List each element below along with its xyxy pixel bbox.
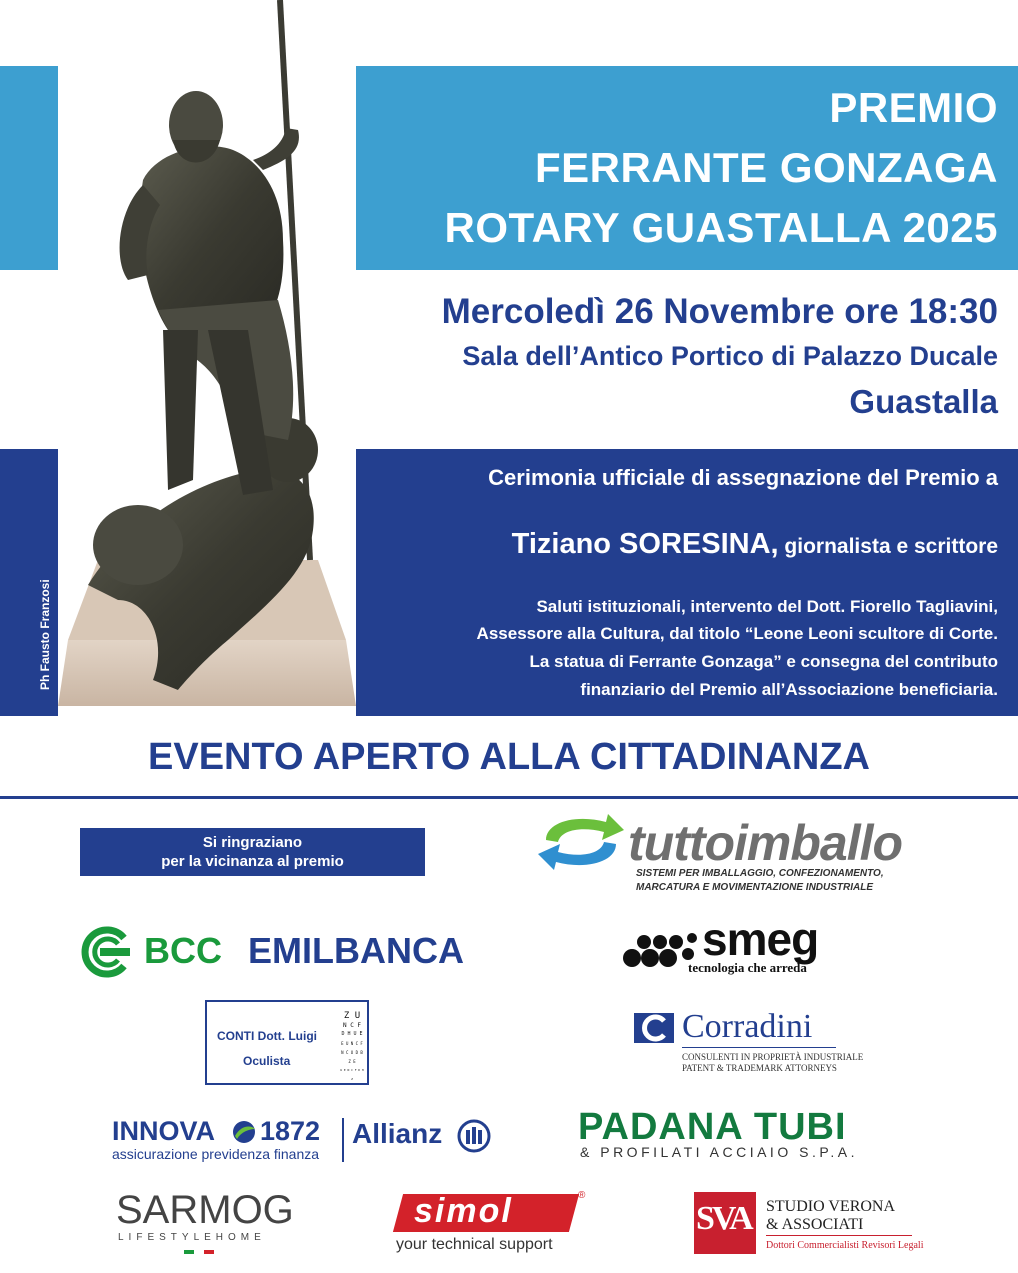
awardee-name: Tiziano SORESINA, bbox=[511, 528, 779, 560]
allianz-name: Allianz bbox=[352, 1118, 443, 1149]
sponsor-smeg bbox=[622, 913, 862, 980]
verona-rule bbox=[766, 1235, 912, 1236]
conti-role: Oculista bbox=[243, 1054, 291, 1068]
smeg-name: smeg bbox=[702, 913, 819, 965]
smeg-tagline: tecnologia che arreda bbox=[688, 960, 807, 975]
sponsor-sarmog bbox=[116, 1188, 296, 1258]
bcc-text: BCC bbox=[144, 930, 222, 971]
allianz-eagle-icon bbox=[457, 1119, 491, 1153]
sponsor-innova-allianz bbox=[112, 1116, 502, 1166]
emilbanca-text: EMILBANCA bbox=[248, 930, 464, 971]
sponsor-studio-verona bbox=[694, 1190, 924, 1256]
innova-year: 1872 bbox=[260, 1116, 321, 1146]
header-band-left bbox=[0, 66, 58, 270]
verona-line-2: & ASSOCIATI bbox=[766, 1216, 864, 1233]
event-venue: Sala dell’Antico Portico di Palazzo Ducale bbox=[462, 341, 998, 371]
innova-divider bbox=[342, 1118, 344, 1162]
corradini-tagline-2: PATENT & TRADEMARK ATTORNEYS bbox=[682, 1063, 837, 1073]
padana-tagline: & PROFILATI ACCIAIO S.P.A. bbox=[580, 1144, 858, 1160]
corradini-rule bbox=[682, 1047, 836, 1048]
ceremony-intro: Cerimonia ufficiale di assegnazione del Premio a bbox=[488, 465, 998, 490]
padana-name: PADANA TUBI bbox=[578, 1106, 847, 1148]
sponsor-simol bbox=[394, 1190, 594, 1256]
innova-tagline: assicurazione previdenza finanza bbox=[112, 1146, 320, 1162]
bcc-logo-icon bbox=[78, 926, 134, 978]
sarmog-tagline: LIFESTYLEHOME bbox=[118, 1232, 266, 1243]
verona-tagline: Dottori Commercialisti Revisori Legali bbox=[766, 1240, 924, 1251]
tuttoimballo-name: tuttoimballo bbox=[628, 815, 903, 871]
sponsor-conti bbox=[205, 1000, 369, 1085]
simol-registered: ® bbox=[578, 1190, 586, 1201]
tuttoimballo-tagline-1: SISTEMI PER IMBALLAGGIO, CONFEZIONAMENTO, bbox=[636, 868, 884, 879]
sponsor-padana-tubi bbox=[578, 1108, 918, 1158]
title-line-1: PREMIO bbox=[829, 84, 998, 131]
eye-chart-icon: Z U N C F D H U E E U N C F N C U D B Z E U E N C F D H Z bbox=[340, 1011, 364, 1081]
sva-logo-icon: SVA bbox=[694, 1192, 756, 1254]
corradini-logo-icon bbox=[634, 1013, 674, 1043]
ceremony-detail-4: finanziario del Premio all’Associazione beneficiaria. bbox=[580, 680, 998, 699]
innova-swoosh-icon bbox=[231, 1119, 257, 1145]
simol-name: simol bbox=[414, 1192, 513, 1230]
italian-flag-icon bbox=[184, 1250, 214, 1254]
title-line-3: ROTARY GUASTALLA 2025 bbox=[444, 204, 998, 251]
sarmog-name: SARMOG bbox=[116, 1188, 294, 1232]
title-line-2: FERRANTE GONZAGA bbox=[535, 144, 998, 191]
corradini-name: Corradini bbox=[682, 1008, 813, 1045]
simol-tagline: your technical support bbox=[396, 1236, 553, 1253]
verona-line-1: STUDIO VERONA bbox=[766, 1198, 896, 1215]
open-event-heading: EVENTO APERTO ALLA CITTADINANZA bbox=[148, 736, 870, 778]
divider bbox=[0, 796, 1018, 799]
event-datetime: Mercoledì 26 Novembre ore 18:30 bbox=[441, 292, 998, 331]
ceremony-detail-1: Saluti istituzionali, intervento del Dott. Fiorello Tagliavini, bbox=[536, 597, 998, 616]
ceremony-detail-2: Assessore alla Cultura, dal titolo “Leone Leoni scultore di Corte. bbox=[476, 624, 998, 643]
sponsor-tuttoimballo bbox=[536, 812, 906, 897]
conti-name: CONTI Dott. Luigi bbox=[217, 1029, 317, 1043]
statue-photo bbox=[58, 0, 356, 706]
thanks-line-2: per la vicinanza al premio bbox=[161, 853, 344, 870]
photo-credit: Ph Fausto Franzosi bbox=[38, 579, 52, 690]
thanks-line-1: Si ringraziano bbox=[202, 834, 303, 851]
corradini-tagline-1: CONSULENTI IN PROPRIETÀ INDUSTRIALE bbox=[682, 1052, 864, 1062]
sponsor-bcc-emilbanca bbox=[78, 924, 488, 980]
awardee-role: giornalista e scrittore bbox=[778, 535, 998, 558]
tuttoimballo-arrows-icon bbox=[536, 812, 626, 872]
tuttoimballo-tagline-2: MARCATURA E MOVIMENTAZIONE INDUSTRIALE bbox=[636, 882, 874, 893]
awardee bbox=[512, 528, 998, 561]
innova-name: INNOVA bbox=[112, 1116, 216, 1146]
ceremony-detail-3: La statua di Ferrante Gonzaga” e consegna del contributo bbox=[529, 652, 998, 671]
sponsor-corradini bbox=[634, 1008, 864, 1074]
event-city: Guastalla bbox=[849, 383, 998, 420]
thanks-box bbox=[80, 828, 425, 876]
